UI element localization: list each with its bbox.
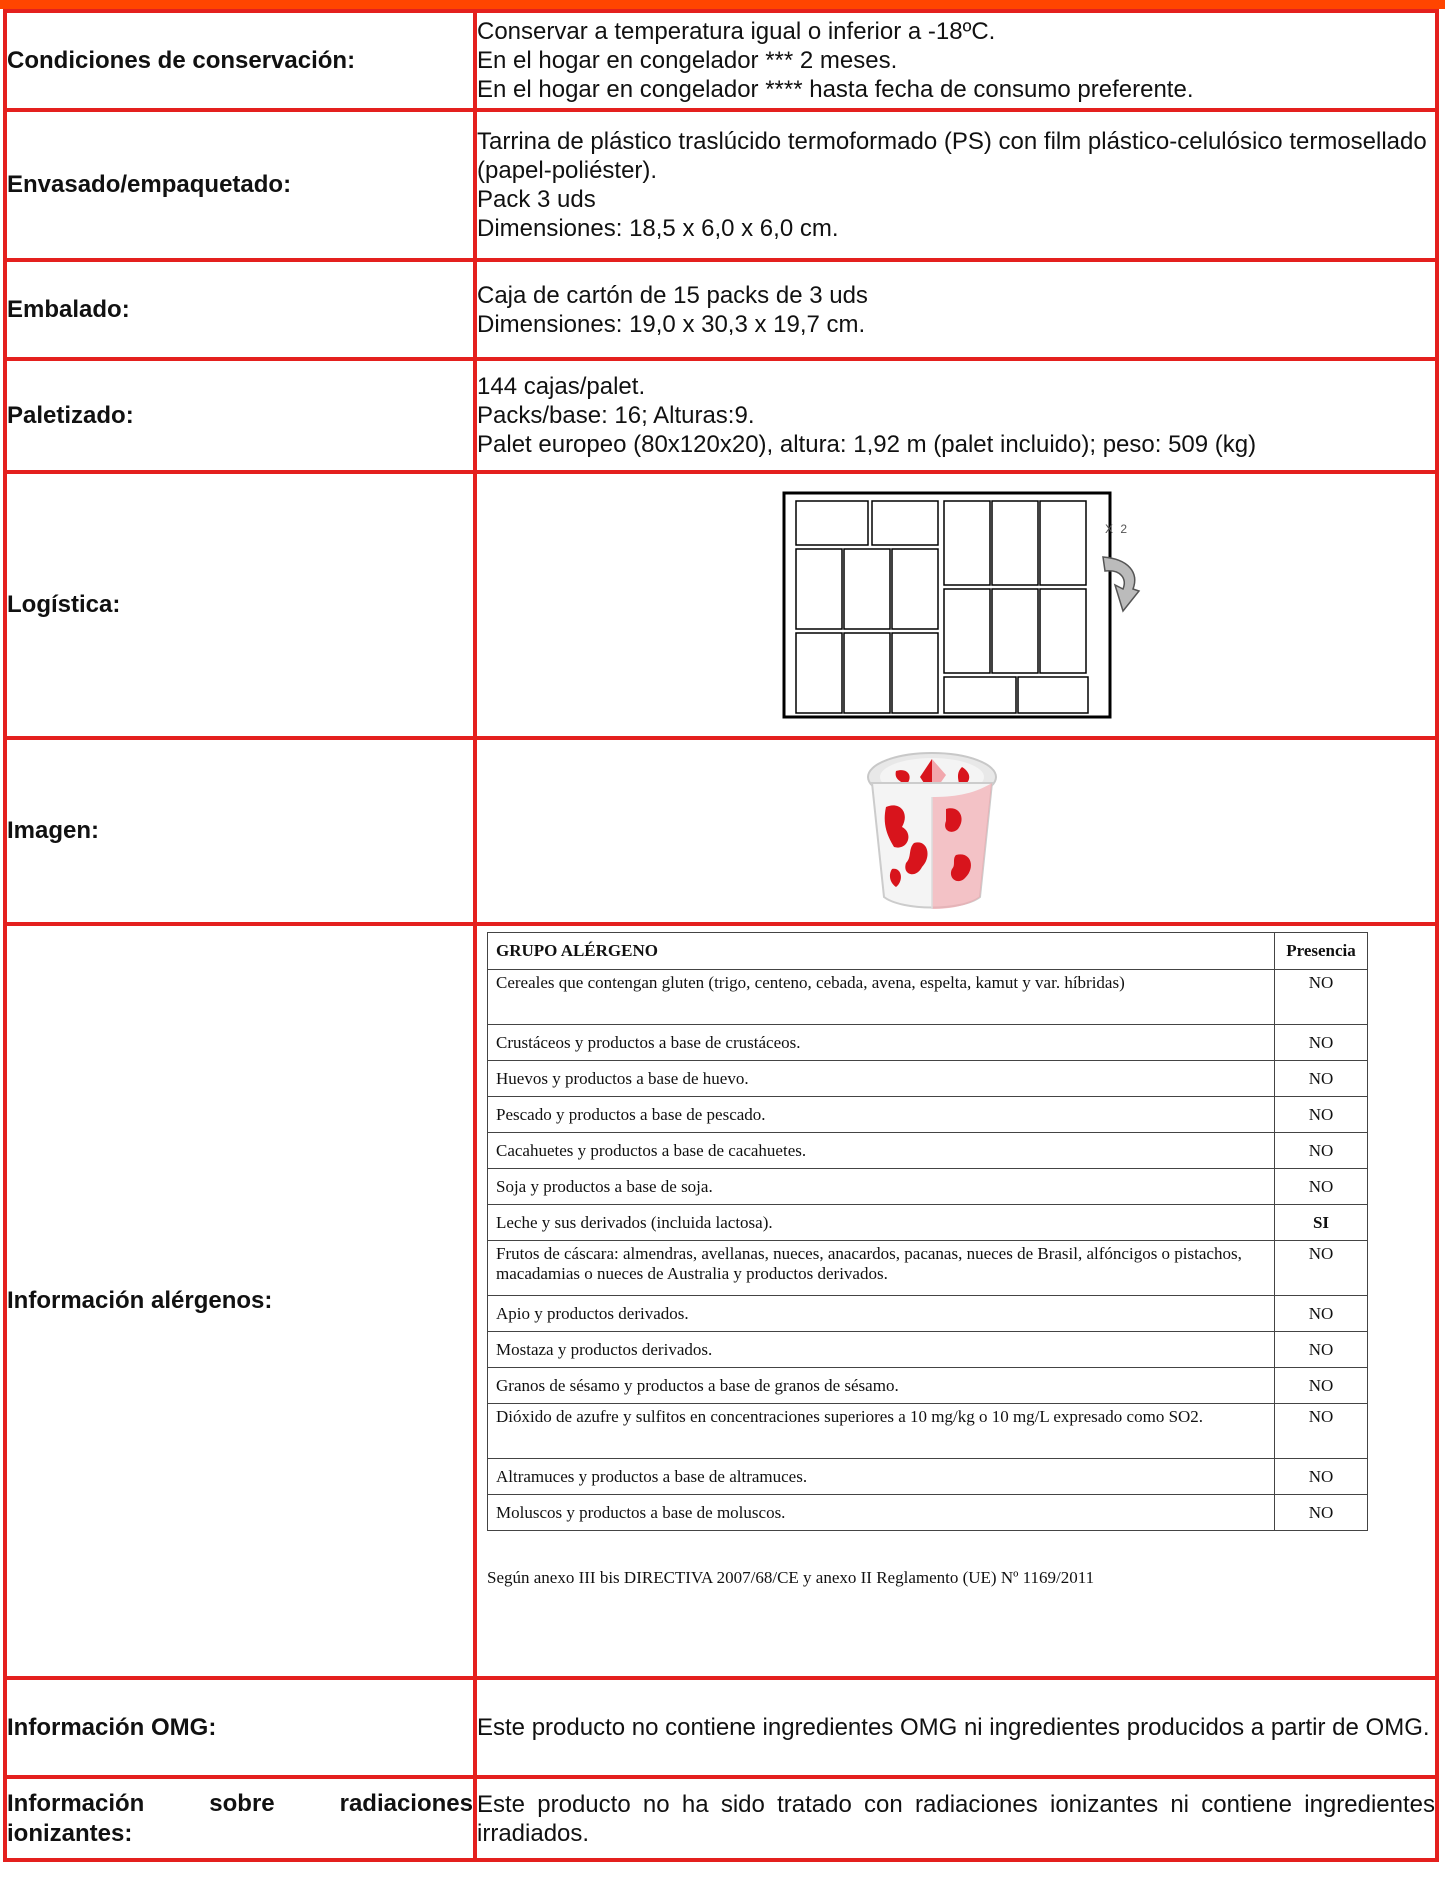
content-paletizado [475, 359, 1437, 472]
allergen-presence: NO [1275, 1061, 1368, 1097]
content-conservacion [475, 11, 1437, 110]
allergen-footnote: Según anexo III bis DIRECTIVA 2007/68/CE y anexo II Reglamento (UE) Nº 1169/2011 [487, 1568, 1095, 1587]
allergen-presence: NO [1275, 1459, 1368, 1495]
allergen-presence: NO [1275, 1495, 1368, 1531]
allergen-row [488, 1332, 1368, 1368]
envasado-line-3: Dimensiones: 18,5 x 6,0 x 6,0 cm. [477, 215, 839, 242]
content-radiaciones: Este producto no ha sido tratado con radiaciones ionizantes ni contiene ingredientes irradiados. [475, 1777, 1437, 1860]
allergen-header-group: GRUPO ALÉRGENO [488, 933, 1275, 970]
allergen-name: Crustáceos y productos a base de crustáceos. [488, 1025, 1275, 1061]
label-alergenos: Información alérgenos: [5, 924, 475, 1678]
allergen-name: Huevos y productos a base de huevo. [488, 1061, 1275, 1097]
content-envasado [475, 110, 1437, 260]
allergen-presence: NO [1275, 1332, 1368, 1368]
conservacion-line-1: Conservar a temperatura igual o inferior a -18ºC. [477, 18, 996, 45]
top-accent-bar [0, 0, 1445, 9]
row-alergenos [5, 924, 1437, 1678]
row-paletizado [5, 359, 1437, 472]
allergen-row [488, 1404, 1368, 1459]
product-spec-table [3, 9, 1439, 1862]
allergen-presence: SI [1275, 1205, 1368, 1241]
paletizado-line-2: Packs/base: 16; Alturas:9. [477, 402, 755, 429]
allergen-presence: NO [1275, 1097, 1368, 1133]
label-imagen: Imagen: [5, 738, 475, 924]
allergen-row [488, 1296, 1368, 1332]
allergen-name: Moluscos y productos a base de moluscos. [488, 1495, 1275, 1531]
label-radiaciones: Información sobre radiaciones ionizantes: [5, 1777, 475, 1860]
embalado-line-2: Dimensiones: 19,0 x 30,3 x 19,7 cm. [477, 310, 866, 338]
allergen-row [488, 1169, 1368, 1205]
content-imagen [475, 738, 1437, 924]
paletizado-line-1: 144 cajas/palet. [477, 373, 646, 400]
allergen-header-presence: Presencia [1275, 933, 1368, 970]
allergen-name: Cereales que contengan gluten (trigo, centeno, cebada, avena, espelta, kamut y var. híbridas) [488, 970, 1275, 1025]
content-alergenos [475, 924, 1437, 1678]
allergen-name: Dióxido de azufre y sulfitos en concentraciones superiores a 10 mg/kg o 10 mg/L expresado como SO2. [488, 1404, 1275, 1459]
allergen-presence: NO [1275, 1368, 1368, 1404]
allergen-presence: NO [1275, 1025, 1368, 1061]
allergen-name: Apio y productos derivados. [488, 1296, 1275, 1332]
allergen-row [488, 1368, 1368, 1404]
allergen-row [488, 1495, 1368, 1531]
label-logistica: Logística: [5, 472, 475, 738]
conservacion-line-3: En el hogar en congelador **** hasta fecha de consumo preferente. [477, 76, 1194, 103]
allergen-table-header [488, 933, 1368, 970]
allergen-name: Pescado y productos a base de pescado. [488, 1097, 1275, 1133]
row-logistica [5, 472, 1437, 738]
content-logistica [475, 472, 1437, 738]
envasado-line-1: Tarrina de plástico traslúcido termoformado (PS) con film plástico-celulósico termosellado (papel-poliéster). [477, 128, 1427, 184]
allergen-row [488, 970, 1368, 1025]
content-embalado [475, 260, 1437, 359]
row-conservacion [5, 11, 1437, 110]
row-envasado [5, 110, 1437, 260]
allergen-name: Soja y productos a base de soja. [488, 1169, 1275, 1205]
allergen-name: Leche y sus derivados (incluida lactosa). [488, 1205, 1275, 1241]
product-ice-cream-cup-image [862, 747, 1002, 915]
conservacion-line-2: En el hogar en congelador *** 2 meses. [477, 47, 898, 74]
rotation-label: X 2 [1105, 522, 1130, 536]
row-imagen [5, 738, 1437, 924]
label-omg: Información OMG: [5, 1678, 475, 1777]
allergen-name: Granos de sésamo y productos a base de granos de sésamo. [488, 1368, 1275, 1404]
allergen-presence: NO [1275, 1133, 1368, 1169]
allergen-name: Cacahuetes y productos a base de cacahuetes. [488, 1133, 1275, 1169]
rotate-arrow-icon [1099, 549, 1143, 615]
label-embalado: Embalado: [5, 260, 475, 359]
allergen-name: Altramuces y productos a base de altramuces. [488, 1459, 1275, 1495]
envasado-line-2: Pack 3 uds [477, 186, 596, 213]
allergen-row [488, 1459, 1368, 1495]
pallet-layout-diagram [782, 491, 1122, 719]
allergen-presence: NO [1275, 1296, 1368, 1332]
allergen-presence: NO [1275, 1404, 1368, 1459]
allergen-row [488, 1205, 1368, 1241]
allergen-name: Mostaza y productos derivados. [488, 1332, 1275, 1368]
allergen-presence: NO [1275, 1241, 1368, 1296]
allergen-row [488, 1241, 1368, 1296]
label-paletizado: Paletizado: [5, 359, 475, 472]
label-conservacion: Condiciones de conservación: [5, 11, 475, 110]
content-omg: Este producto no contiene ingredientes OMG ni ingredientes producidos a partir de OMG. [475, 1678, 1437, 1777]
label-envasado: Envasado/empaquetado: [5, 110, 475, 260]
row-radiaciones [5, 1777, 1437, 1860]
embalado-line-1: Caja de cartón de 15 packs de 3 uds [477, 281, 868, 309]
allergen-table [487, 932, 1368, 1531]
allergen-row [488, 1061, 1368, 1097]
allergen-name: Frutos de cáscara: almendras, avellanas, nueces, anacardos, pacanas, nueces de Brasil, alfóncigos o pistachos, macadamias o nueces de Australia y productos derivados. [488, 1241, 1275, 1296]
allergen-presence: NO [1275, 1169, 1368, 1205]
row-omg [5, 1678, 1437, 1777]
allergen-presence: NO [1275, 970, 1368, 1025]
allergen-row [488, 1025, 1368, 1061]
paletizado-line-3: Palet europeo (80x120x20), altura: 1,92 m (palet incluido); peso: 509 (kg) [477, 431, 1257, 458]
allergen-row [488, 1097, 1368, 1133]
row-embalado [5, 260, 1437, 359]
allergen-row [488, 1133, 1368, 1169]
